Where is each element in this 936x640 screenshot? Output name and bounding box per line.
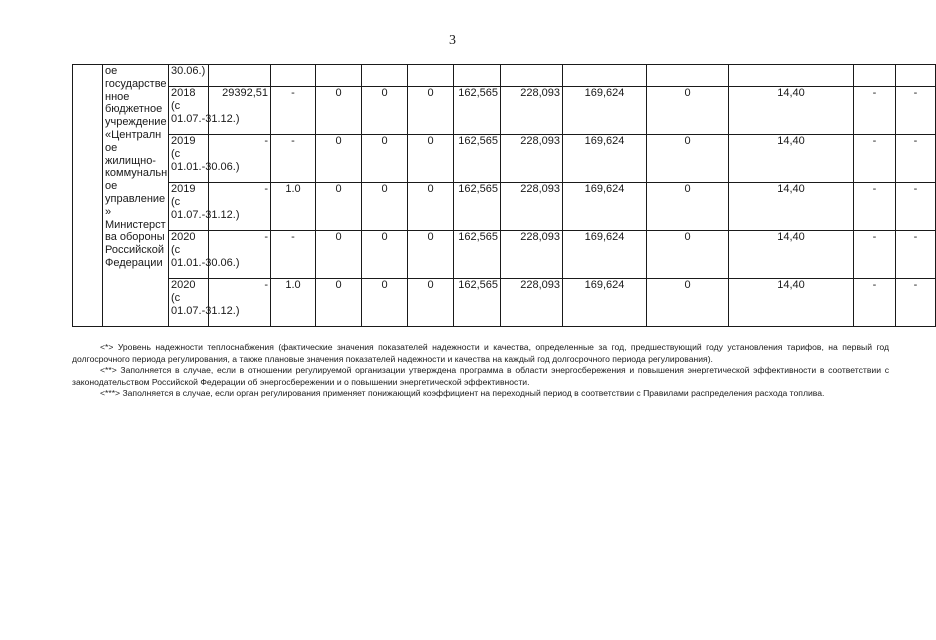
value-cell: - <box>209 183 271 231</box>
organization-name-line: государстве <box>105 77 167 90</box>
value-cell: 0 <box>647 87 729 135</box>
value-cell <box>896 65 936 87</box>
organization-name-line: учреждение <box>105 116 167 129</box>
value-cell <box>271 65 316 87</box>
value-cell: 0 <box>362 183 408 231</box>
value-cell: 29392,51 <box>209 87 271 135</box>
value-cell: - <box>271 231 316 279</box>
value-cell <box>316 65 362 87</box>
value-cell <box>647 65 729 87</box>
organization-name-line: Федерации <box>105 256 163 269</box>
value-cell <box>854 65 896 87</box>
value-cell: 0 <box>362 279 408 327</box>
value-cell: 228,093 <box>501 183 563 231</box>
value-cell: 0 <box>408 183 454 231</box>
value-cell: 169,624 <box>563 279 647 327</box>
period-cell: 2020 (с 01.01.-30.06.) <box>169 231 209 279</box>
value-cell: 169,624 <box>563 87 647 135</box>
value-cell: - <box>896 135 936 183</box>
organization-name-line: управление <box>105 192 166 205</box>
organization-name-line: коммунальн <box>105 167 168 180</box>
organization-name-line: ое <box>105 180 118 193</box>
value-cell: 0 <box>362 231 408 279</box>
table-row <box>73 231 936 279</box>
organization-name-cell <box>103 65 169 327</box>
value-cell <box>563 65 647 87</box>
footnote-2: <**> Заполняется в случае, если в отношении регулируемой организации утверждена программа в области энергосбережения и повышения энергетической эффективности в соответствии с законодательством Российской Федерации об энергосбережении и о повышении энергетической эффективности. <box>72 365 889 387</box>
table-row <box>73 65 936 87</box>
value-cell: 228,093 <box>501 279 563 327</box>
value-cell: 0 <box>408 279 454 327</box>
period-cell: 30.06.) <box>169 65 209 87</box>
value-cell: 0 <box>316 279 362 327</box>
table-row <box>73 87 936 135</box>
value-cell: - <box>854 231 896 279</box>
value-cell: 14,40 <box>729 183 854 231</box>
footnote-1: <*> Уровень надежности теплоснабжения (фактические значения показателей надежности и качества, определенные за год, предшествующий году установления тарифов, на первый год долгосрочного периода регулирования, а также плановые значения показателей надежности и качества на каждый год долгосрочного периода регулирования). <box>72 342 889 364</box>
value-cell: 0 <box>647 135 729 183</box>
value-cell: - <box>896 279 936 327</box>
value-cell: 0 <box>362 135 408 183</box>
organization-name-line: бюджетное <box>105 103 163 116</box>
value-cell: 0 <box>362 87 408 135</box>
period-cell: 2020 (с 01.07.-31.12.) <box>169 279 209 327</box>
value-cell: 0 <box>316 135 362 183</box>
value-cell: 1.0 <box>271 279 316 327</box>
value-cell: - <box>896 87 936 135</box>
value-cell: 0 <box>408 87 454 135</box>
value-cell: 0 <box>647 279 729 327</box>
value-cell: - <box>854 183 896 231</box>
value-cell: 162,565 <box>454 87 501 135</box>
value-cell: 14,40 <box>729 135 854 183</box>
value-cell: - <box>209 135 271 183</box>
value-cell: - <box>854 87 896 135</box>
footnotes <box>72 342 889 400</box>
value-cell <box>408 65 454 87</box>
table-row <box>73 183 936 231</box>
value-cell: 162,565 <box>454 279 501 327</box>
value-cell: 162,565 <box>454 135 501 183</box>
organization-name-line: ое <box>105 141 118 154</box>
value-cell: 0 <box>316 231 362 279</box>
value-cell: 14,40 <box>729 279 854 327</box>
period-cell: 2019 (с 01.01.-30.06.) <box>169 135 209 183</box>
value-cell: 0 <box>316 87 362 135</box>
value-cell: 14,40 <box>729 231 854 279</box>
value-cell <box>362 65 408 87</box>
row-number-cell <box>73 65 103 327</box>
value-cell: 169,624 <box>563 231 647 279</box>
period-cell: 2019 (с 01.07.-31.12.) <box>169 183 209 231</box>
period-cell: 2018 (с 01.07.-31.12.) <box>169 87 209 135</box>
value-cell: - <box>209 279 271 327</box>
value-cell: 14,40 <box>729 87 854 135</box>
value-cell: 0 <box>647 183 729 231</box>
value-cell: 169,624 <box>563 135 647 183</box>
value-cell: - <box>271 87 316 135</box>
organization-name-line: ва обороны <box>105 231 165 244</box>
value-cell: 0 <box>408 135 454 183</box>
value-cell: 162,565 <box>454 183 501 231</box>
organization-name-line: ое <box>105 65 118 77</box>
table-row <box>73 279 936 327</box>
value-cell: 0 <box>408 231 454 279</box>
organization-name-line: «Централн <box>105 128 162 141</box>
page-number: 3 <box>449 33 456 48</box>
table-body <box>73 65 936 327</box>
value-cell: 228,093 <box>501 87 563 135</box>
value-cell: 0 <box>316 183 362 231</box>
value-cell: - <box>854 279 896 327</box>
value-cell: 1.0 <box>271 183 316 231</box>
value-cell: - <box>854 135 896 183</box>
organization-name-line: нное <box>105 90 130 103</box>
value-cell: - <box>896 183 936 231</box>
organization-name-line: Министерст <box>105 218 166 231</box>
value-cell <box>729 65 854 87</box>
value-cell: - <box>271 135 316 183</box>
value-cell: 228,093 <box>501 231 563 279</box>
organization-name-line: Российской <box>105 244 164 257</box>
value-cell <box>209 65 271 87</box>
value-cell: - <box>896 231 936 279</box>
table-row <box>73 135 936 183</box>
value-cell: 169,624 <box>563 183 647 231</box>
value-cell <box>501 65 563 87</box>
value-cell: 228,093 <box>501 135 563 183</box>
footnote-3: <***> Заполняется в случае, если орган регулирования применяет понижающий коэффициент на переходный период в соответствии с Правилами распределения расхода топлива. <box>100 388 825 398</box>
organization-name-line: жилищно- <box>105 154 156 167</box>
value-cell <box>454 65 501 87</box>
value-cell: - <box>209 231 271 279</box>
organization-name-line: » <box>105 205 112 218</box>
value-cell: 162,565 <box>454 231 501 279</box>
value-cell: 0 <box>647 231 729 279</box>
tariff-table <box>72 64 936 327</box>
